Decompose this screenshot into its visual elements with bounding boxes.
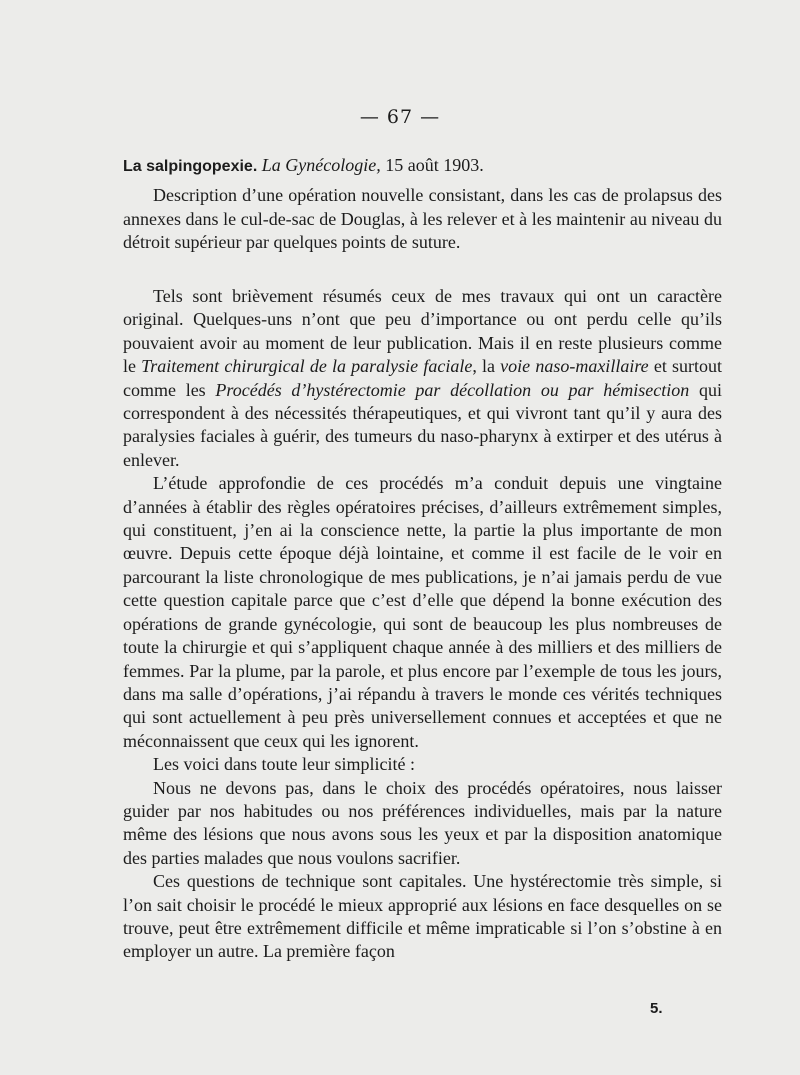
- page-number: — 67 —: [359, 106, 441, 128]
- paragraph-4: Nous ne devons pas, dans le choix des procédés opératoires, nous laisser guider par nos habitudes ou nos préférences individuelles, mais par la nature même des lésions que nous avons sous les yeux et par la disposition anatomique des parties malades que nous voulons sacrifier.: [123, 777, 722, 868]
- signature-mark: 5.: [650, 1000, 663, 1017]
- italic-title-3: Procédés d’hystérectomie par décollation ou par hémisection: [215, 379, 690, 400]
- italic-title-2: voie naso-maxillaire: [500, 356, 649, 377]
- paragraph-2: L’étude approfondie de ces procédés m’a conduit depuis une vingtaine d’années à établir des règles opératoires précises, d’ailleurs extrêmement simples, qui constituent, j’en ai la conscience nette, la partie la plus importante de mon œuvre. Depuis cette époque déjà lointaine, et comme il est facile de le voir en parcourant la liste chronologique de mes publications, je n’ai jamais perdu de vue cette question capitale parce que c’est d’elle que dépend la bonne exécution des opérations de grande gynécologie, qui sont de beaucoup les plus nombreuses de toute la chirurgie et qui s’appliquent chaque année à des milliers et des milliers de femmes. Par la plume, par la parole, et plus encore par l’exemple de tous les jours, dans ma salle d’opérations, j’ai répandu à travers le monde ces vérités techniques qui sont actuellement à peu près universellement connues et acceptées et que ne méconnaissent que ceux qui les ignorent.: [123, 473, 722, 751]
- entry-heading: [123, 154, 722, 178]
- italic-title-1: Traitement chirurgical de la paralysie faciale: [141, 356, 473, 377]
- entry-description: Description d’une opération nouvelle consistant, dans les cas de prolapsus des annexes dans le cul-de-sac de Douglas, à les relever et à les maintenir au niveau du détroit supérieur par quelques points de suture.: [123, 185, 722, 253]
- paragraph-1: Tels sont brièvement résumés ceux de mes travaux qui ont un caractère original. Quelques-uns n’ont que peu d’importance ou ont perdu celle qu’ils pouvaient avoir au moment de leur publication. Mais il en reste plusieurs comme le Traitement chirurgical de la paralysie faciale, la voie naso-maxillaire et surtout comme les Procédés d’hystérectomie par décollation ou par hémisection qui correspondent à des nécessités thérapeutiques, et qui vivront tant qu’il y aura des paralysies faciales à guérir, des tumeurs du naso-pharynx à extirper et des utérus à enlever.: [123, 286, 722, 470]
- entry-date: 15 août 1903.: [385, 155, 484, 175]
- paragraph-3: Les voici dans toute leur simplicité :: [153, 754, 415, 775]
- publication-entry: [123, 154, 722, 255]
- paragraph-5: Ces questions de technique sont capitales. Une hystérectomie très simple, si l’on sait choisir le procédé le mieux approprié aux lésions en face desquelles on se trouve, peut être extrêmement difficile et même impraticable si l’on s’obstine à en employer un autre. La première façon: [123, 871, 722, 962]
- body-text: [123, 285, 722, 964]
- entry-journal: La Gynécologie,: [261, 155, 381, 175]
- entry-title: La salpingopexie.: [123, 158, 258, 175]
